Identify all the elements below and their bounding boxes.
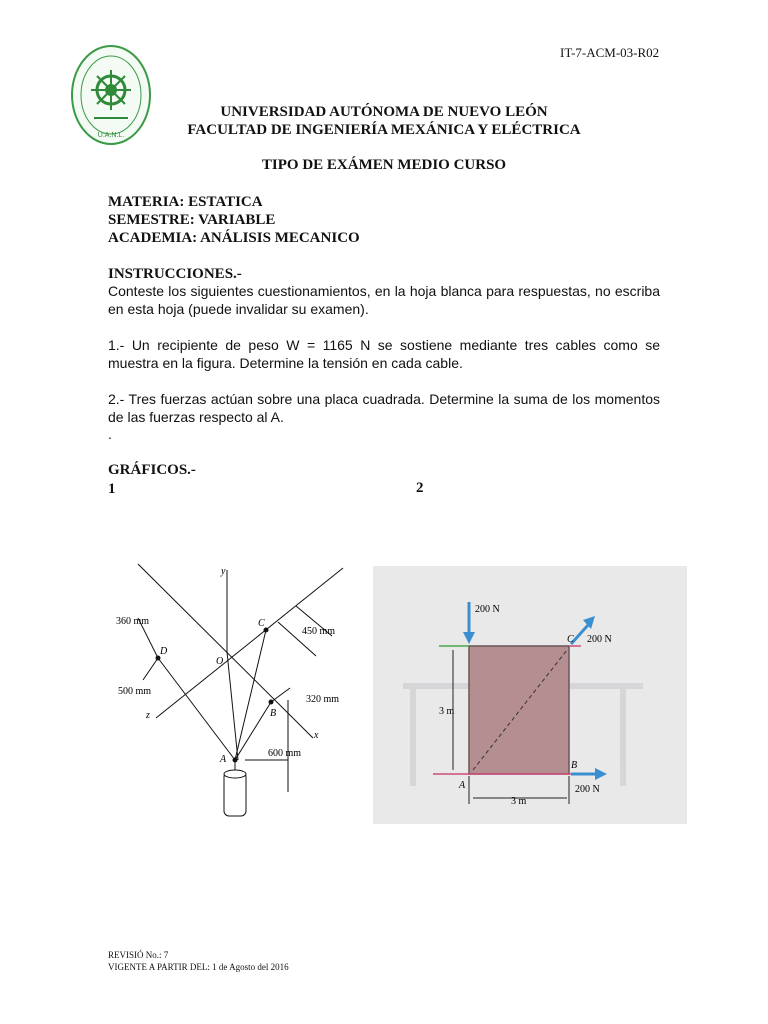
width-label: 3 m: [511, 796, 527, 807]
instructions-text: Conteste los siguientes cuestionamientos, en la hoja blanca para respuestas, no escriba en esta hoja (puede invalidar su examen).: [108, 283, 660, 317]
cable-ac: [235, 630, 266, 760]
axis-x-label: x: [314, 730, 319, 741]
point-a-label: A: [220, 754, 227, 765]
figure-1-label: 1: [108, 481, 116, 497]
force-b-label: 200 N: [575, 784, 600, 795]
revision-number: REVISIÓ No.: 7: [108, 950, 169, 960]
dim-600-label: 600 mm: [268, 748, 302, 759]
dim-320-label: 320 mm: [306, 694, 340, 705]
dim-450-label: 450 mm: [302, 626, 336, 637]
figure-1-cable-diagram: [108, 560, 358, 830]
dim-500-label: 500 mm: [118, 686, 152, 697]
document-code: IT-7-ACM-03-R02: [560, 45, 660, 60]
figure-2-label: 2: [416, 480, 424, 496]
point-b-label: B: [571, 760, 578, 771]
question-2: 2.- Tres fuerzas actúan sobre una placa cuadrada. Determine la suma de los momentos de las fuerzas respecto al A.: [108, 391, 660, 425]
valid-from-date: VIGENTE A PARTIR DEL: 1 de Agosto del 2016: [108, 962, 289, 972]
square-plate: [469, 646, 569, 774]
point-a-label: A: [459, 780, 466, 791]
force-top-label: 200 N: [475, 604, 500, 615]
svg-text:U.A.N.L.: U.A.N.L.: [97, 132, 125, 139]
point-b-label: B: [270, 708, 277, 719]
point-d-label: D: [160, 646, 168, 657]
point-c-label: C: [258, 618, 265, 629]
cable-ab: [235, 702, 271, 760]
university-title: UNIVERSIDAD AUTÓNOMA DE NUEVO LEÓN: [220, 104, 548, 120]
exam-type-title: TIPO DE EXÁMEN MEDIO CURSO: [261, 157, 507, 173]
figure-2-plate-diagram: [373, 566, 687, 824]
cable-ad: [158, 658, 235, 760]
stray-dot: .: [108, 426, 112, 442]
question-1: 1.- Un recipiente de peso W = 1165 N se sostiene mediante tres cables como se muestra en la figura. Determine la tensión en cada cable.: [108, 337, 660, 371]
semestre-label: SEMESTRE: VARIABLE: [108, 212, 276, 228]
point-c-label: C: [567, 634, 574, 645]
instructions-heading: INSTRUCCIONES.-: [108, 266, 242, 282]
faculty-title: FACULTAD DE INGENIERÍA MEXÁNICA Y ELÉCTRICA: [187, 122, 581, 138]
axis-y-label: y: [221, 566, 226, 577]
academia-label: ACADEMIA: ANÁLISIS MECANICO: [108, 230, 360, 246]
axis-z-label: z: [146, 710, 150, 721]
force-c-label: 200 N: [587, 634, 612, 645]
materia-label: MATERIA: ESTATICA: [108, 194, 263, 210]
point-o-label: O: [216, 656, 224, 667]
dim-360-label: 360 mm: [116, 616, 150, 627]
graphics-heading: GRÁFICOS.-: [108, 462, 196, 478]
height-label: 3 m: [439, 706, 455, 717]
